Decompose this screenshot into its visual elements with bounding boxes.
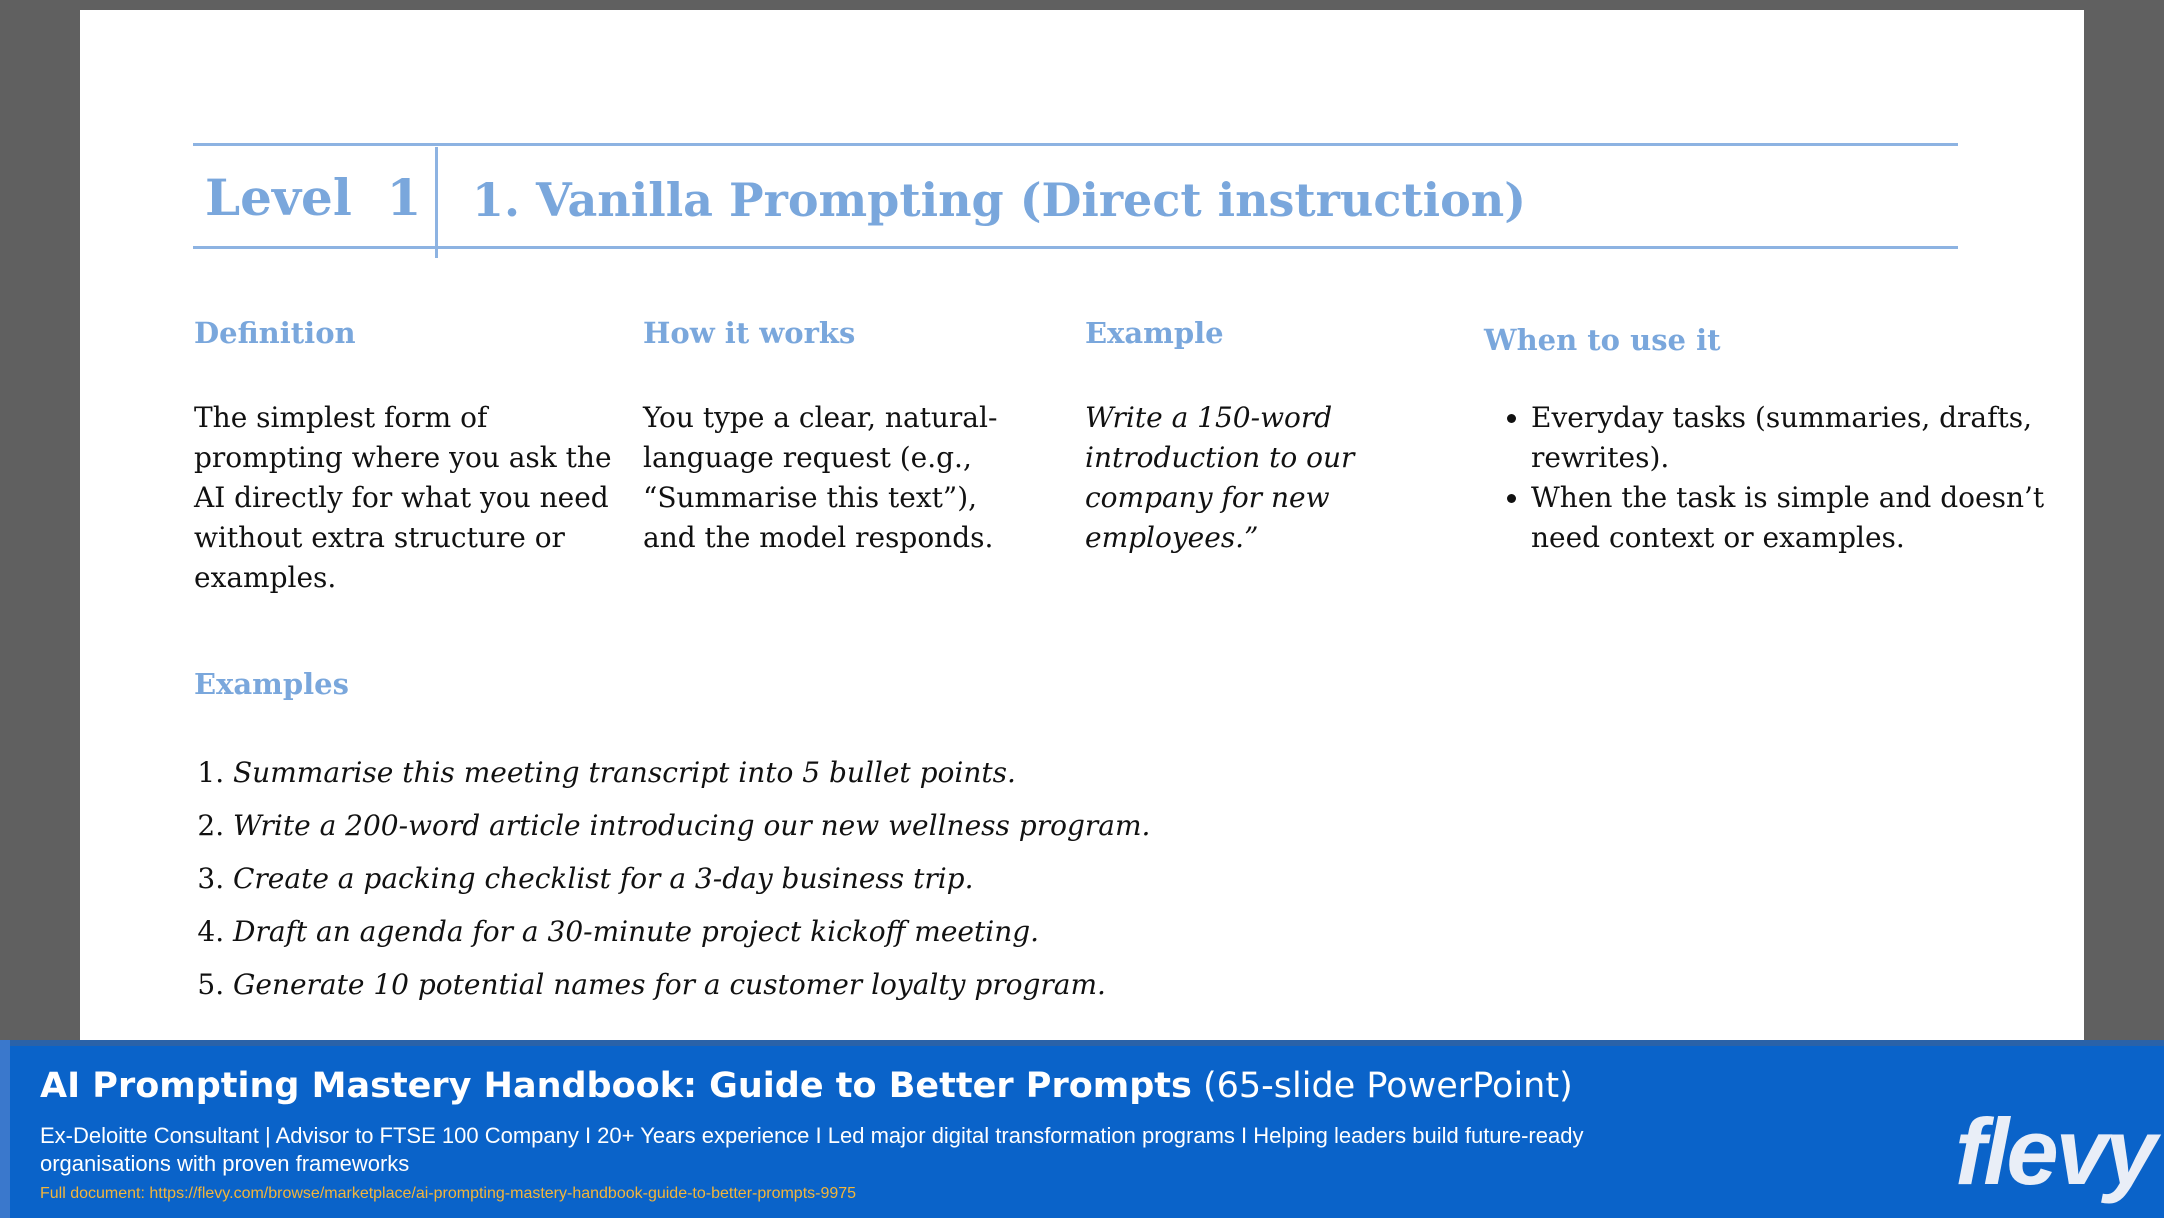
footer-banner	[0, 1040, 2164, 1218]
how-it-works-heading: How it works	[643, 316, 856, 350]
how-it-works-text: You type a clear, natural-language request (e.g., “Summarise this text”), and the model responds.	[643, 401, 998, 554]
footer-title-main: AI Prompting Mastery Handbook: Guide to Better Prompts	[40, 1066, 1192, 1106]
when-to-use-item: • When the task is simple and doesn’t need context or examples.	[1531, 478, 2111, 558]
example-item: 3. Create a packing checklist for a 3-day business trip.	[233, 852, 1150, 905]
example-item: 1. Summarise this meeting transcript into 5 bullet points.	[233, 746, 1150, 799]
when-to-use-list	[1493, 398, 2111, 558]
header-bottom-rule	[193, 246, 1958, 249]
definition-heading: Definition	[194, 316, 356, 350]
when-to-use-item: • Everyday tasks (summaries, drafts, rewrites).	[1531, 398, 2111, 478]
examples-heading: Examples	[194, 667, 349, 701]
flevy-logo[interactable]: flevy	[1955, 1099, 2155, 1204]
level-label: Level 1	[205, 168, 422, 227]
example-heading: Example	[1085, 316, 1224, 350]
footer-title	[40, 1066, 1573, 1106]
footer-document-link[interactable]: Full document: https://flevy.com/browse/marketplace/ai-prompting-mastery-handbook-guide-to-better-prompts-9975	[40, 1185, 857, 1202]
footer-top-border	[0, 1040, 2164, 1046]
example-text: Write a 150-word introduction to our company for new employees.”	[1085, 401, 1355, 554]
definition-text: The simplest form of prompting where you ask the AI directly for what you need without extra structure or examples.	[194, 401, 612, 594]
when-to-use-heading: When to use it	[1484, 323, 1721, 357]
slide	[80, 10, 2084, 1040]
footer-title-format: (65-slide PowerPoint)	[1191, 1066, 1573, 1106]
header-top-rule	[193, 143, 1958, 146]
header-divider	[435, 147, 438, 258]
example-item: 2. Write a 200-word article introducing our new wellness program.	[233, 799, 1150, 852]
examples-list	[193, 746, 1150, 1011]
example-item: 5. Generate 10 potential names for a customer loyalty program.	[233, 958, 1150, 1011]
footer-left-border	[0, 1040, 10, 1218]
slide-title: 1. Vanilla Prompting (Direct instruction)	[472, 173, 1526, 227]
example-item: 4. Draft an agenda for a 30-minute project kickoff meeting.	[233, 905, 1150, 958]
footer-author-bio: Ex-Deloitte Consultant | Advisor to FTSE 100 Company I 20+ Years experience I Led major digital transformation programs I Helping leaders build future-ready organisations with proven frameworks	[40, 1123, 1584, 1176]
